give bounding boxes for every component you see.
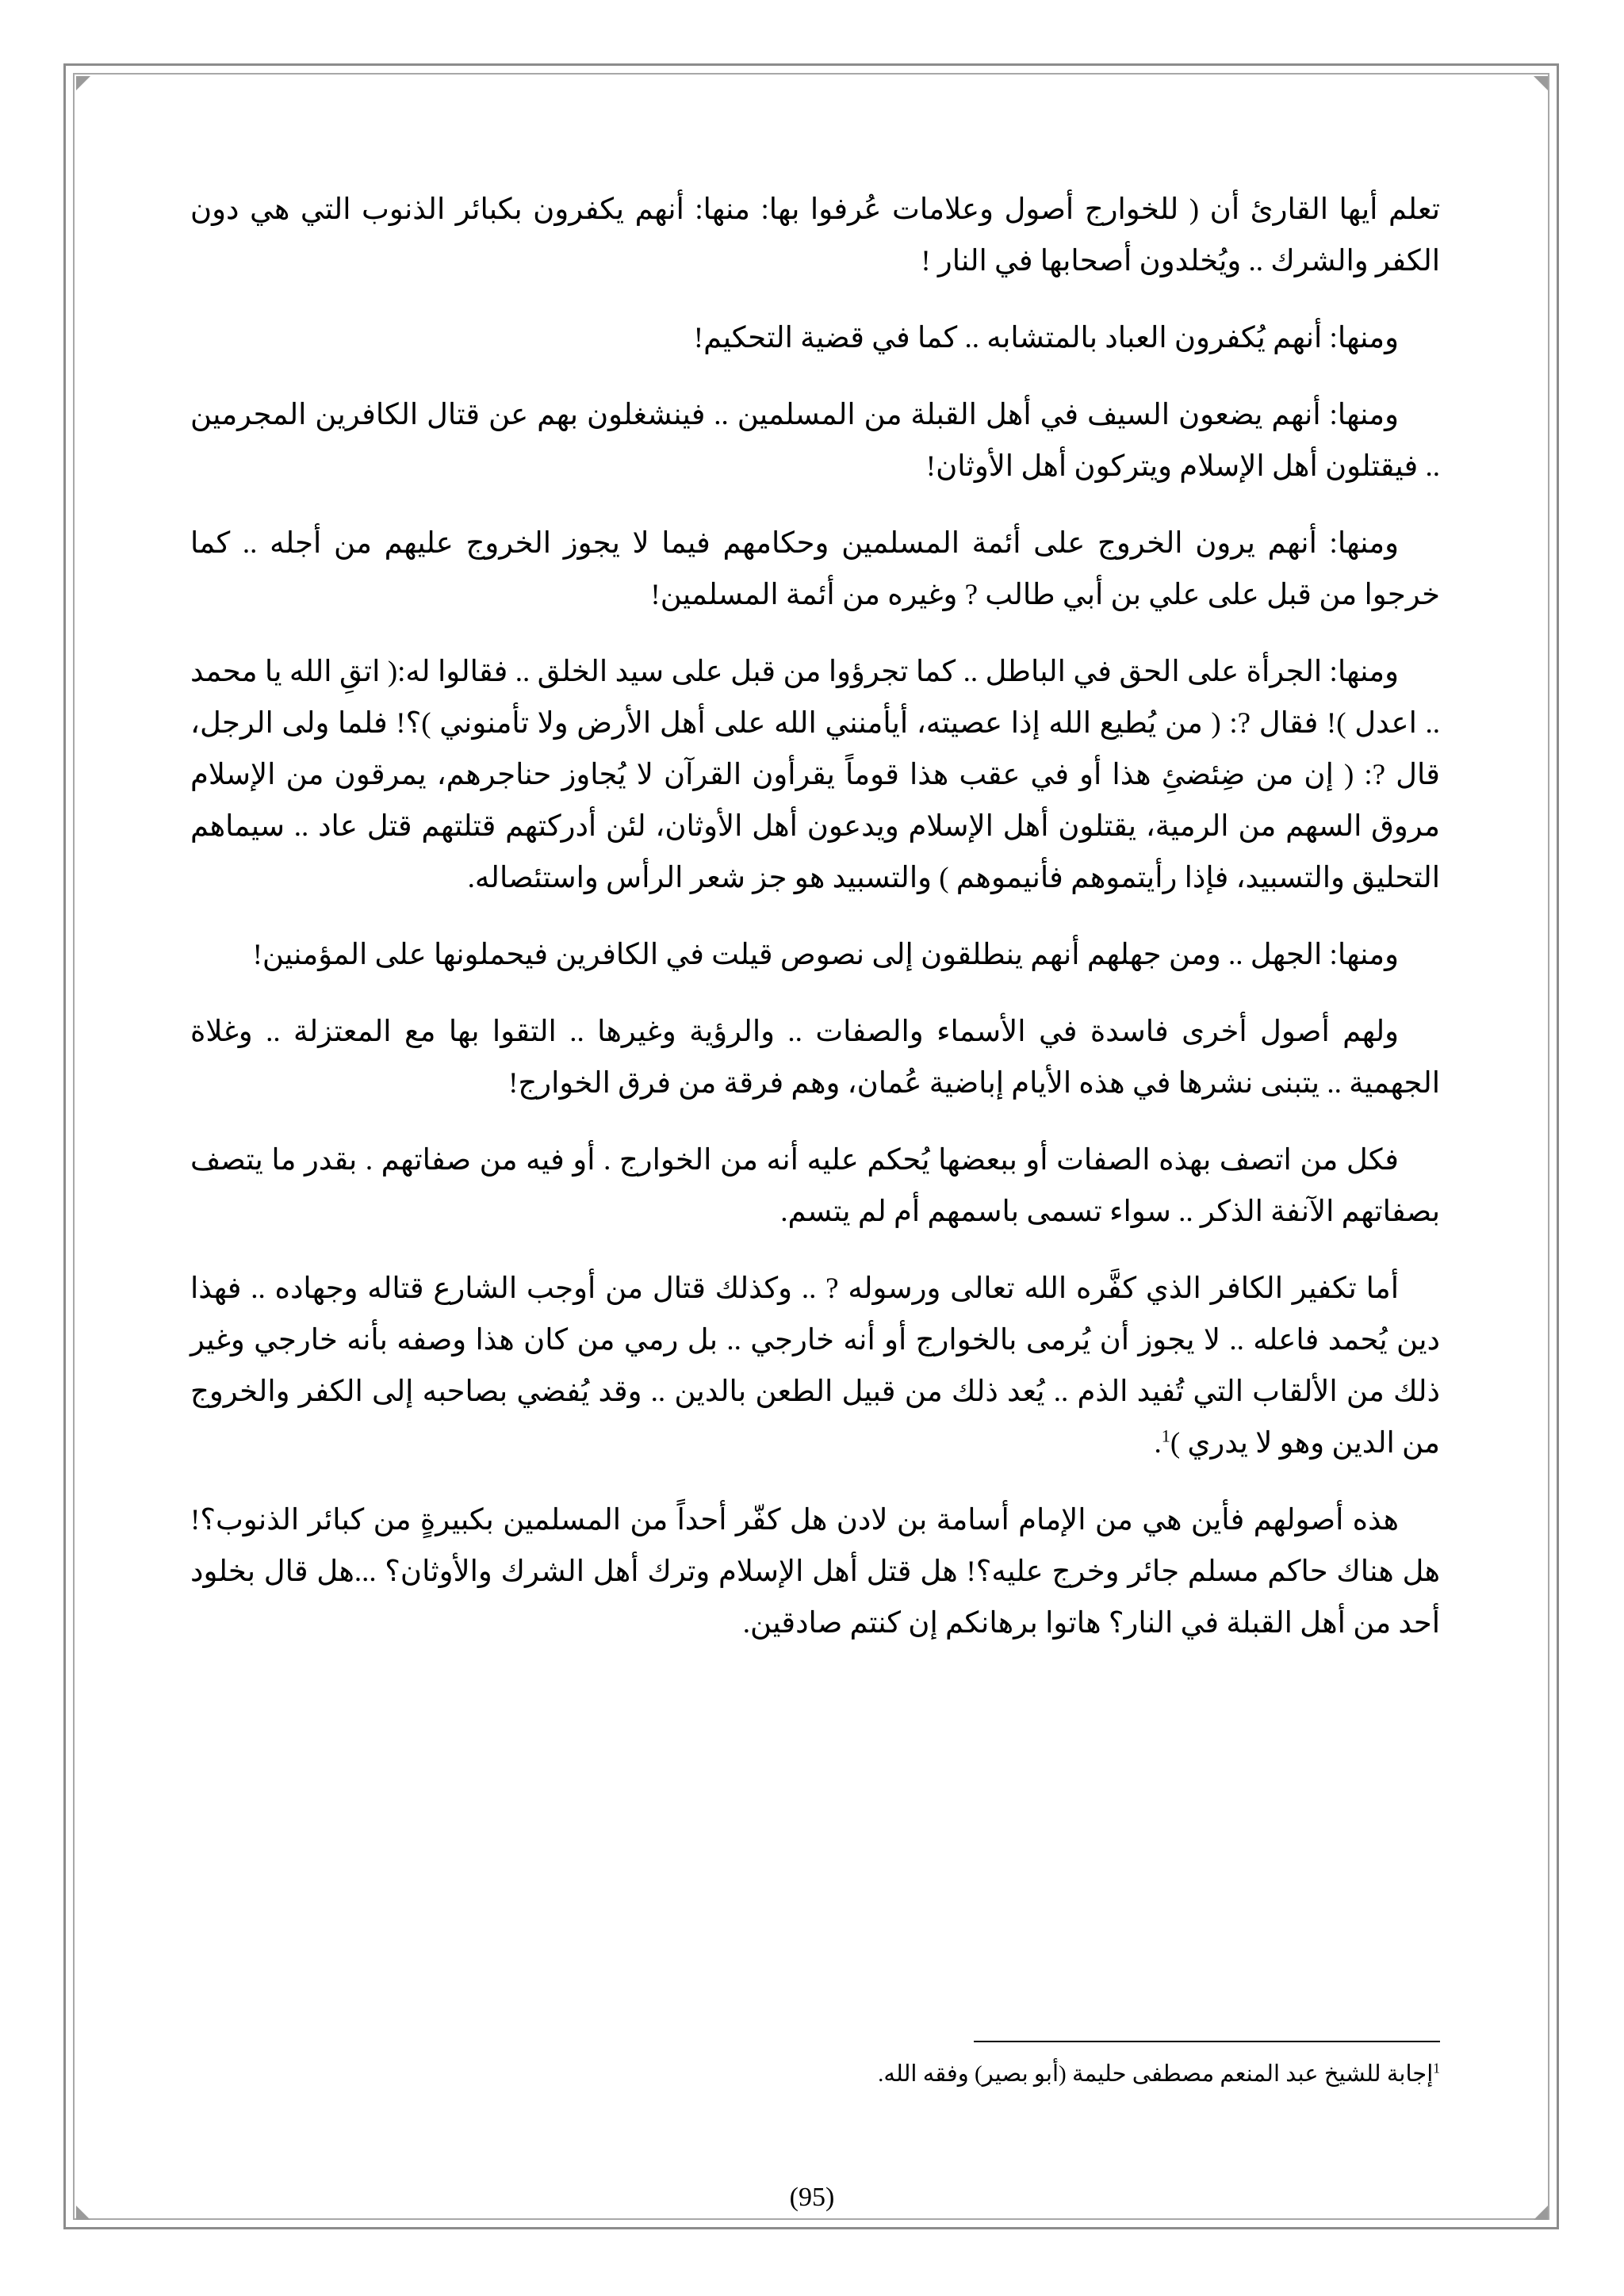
paragraph-10: هذه أصولهم فأين هي من الإمام أسامة بن لادن هل كفّر أحداً من المسلمين بكبيرةٍ من كبائر الذنوب؟! هل هناك حاكم مسلم جائر وخرج عليه؟! هل قتل أهل الإسلام وترك أهل الشرك والأوثان؟ ...هل قال بخلود أحد من أهل القبلة في النار؟ هاتوا برهانكم إن كنتم صادقين. xyxy=(190,1504,1440,1640)
paragraph-4: ومنها: أنهم يرون الخروج على أئمة المسلمين وحكامهم فيما لا يجوز الخروج عليهم من أجله .. كما خرجوا من قبل على علي بن أبي طالب ? وغيره من أئمة المسلمين! xyxy=(190,527,1440,611)
paragraph-3: ومنها: أنهم يضعون السيف في أهل القبلة من المسلمين .. فينشغلون بهم عن قتال الكافرين المجرمين .. فيقتلون أهل الإسلام ويتركون أهل الأوثان! xyxy=(190,399,1440,483)
paragraph-2: ومنها: أنهم يُكفرون العباد بالمتشابه .. كما في قضية التحكيم! xyxy=(693,322,1399,354)
footnote-reference[interactable]: 1 xyxy=(1161,1425,1170,1446)
corner-ornament-top-left xyxy=(76,76,90,90)
footnote-marker: 1 xyxy=(1433,2060,1440,2076)
page-number: (95) xyxy=(789,2183,835,2212)
corner-ornament-top-right xyxy=(1534,76,1548,90)
body-text xyxy=(190,184,1440,1674)
paragraph-6: ومنها: الجهل .. ومن جهلهم أنهم ينطلقون إلى نصوص قيلت في الكافرين فيحملونها على المؤمنين! xyxy=(252,939,1399,971)
paragraph-9-text: أما تكفير الكافر الذي كفَّره الله تعالى ورسوله ? .. وكذلك قتال من أوجب الشارع قتاله وجهاده .. فهذا دين يُحمد فاعله .. لا يجوز أن يُرمى بالخوارج أو أنه خارجي .. بل رمي من كان هذا وصفه بأنه خارجي وغير ذلك من الألقاب التي تُفيد الذم .. يُعد ذلك من قبيل الطعن بالدين .. وقد يُفضي بصاحبه إلى الكفر والخروج من الدين وهو لا يدري ) xyxy=(190,1272,1440,1460)
paragraph-1: تعلم أيها القارئ أن ( للخوارج أصول وعلامات عُرفوا بها: منها: أنهم يكفرون بكبائر الذنوب التي هي دون الكفر والشرك .. ويُخلدون أصحابها في النار ! xyxy=(190,193,1440,277)
footnote-separator xyxy=(974,2041,1440,2042)
paragraph-9-end: . xyxy=(1154,1427,1162,1460)
paragraph-8: فكل من اتصف بهذه الصفات أو ببعضها يُحكم عليه أنه من الخوارج . أو فيه من صفاتهم . بقدر ما يتصف بصفاتهم الآنفة الذكر .. سواء تسمى باسمهم أم لم يتسم. xyxy=(190,1144,1440,1228)
footnote-text: إجابة للشيخ عبد المنعم مصطفى حليمة (أبو بصير) وفقه الله. xyxy=(878,2061,1434,2087)
footnote xyxy=(878,2057,1440,2091)
paragraph-5: ومنها: الجرأة على الحق في الباطل .. كما تجرؤوا من قبل على سيد الخلق .. فقالوا له:( اتقِ الله يا محمد .. اعدل )! فقال ?: ( من يُطيع الله إذا عصيته، أيأمنني الله على أهل الأرض ولا تأمنوني )؟! فلما ولى الرجل، قال ?: ( إن من ضِئضئِ هذا أو في عقب هذا قوماً يقرأون القرآن لا يُجاوز حناجرهم، يمرقون من الإسلام مروق السهم من الرمية، يقتلون أهل الإسلام ويدعون أهل الأوثان، لئن أدركتهم قتلتهم قتل عاد .. سيماهم التحليق والتسبيد، فإذا رأيتموهم فأنيموهم ) والتسبيد هو جز شعر الرأس واستئصاله. xyxy=(190,656,1440,894)
paragraph-9 xyxy=(190,1263,1440,1469)
paragraph-7: ولهم أصول أخرى فاسدة في الأسماء والصفات .. والرؤية وغيرها .. التقوا بها مع المعتزلة .. وغلاة الجهمية .. يتبنى نشرها في هذه الأيام إباضية عُمان، وهم فرقة من فرق الخوارج! xyxy=(190,1016,1440,1100)
